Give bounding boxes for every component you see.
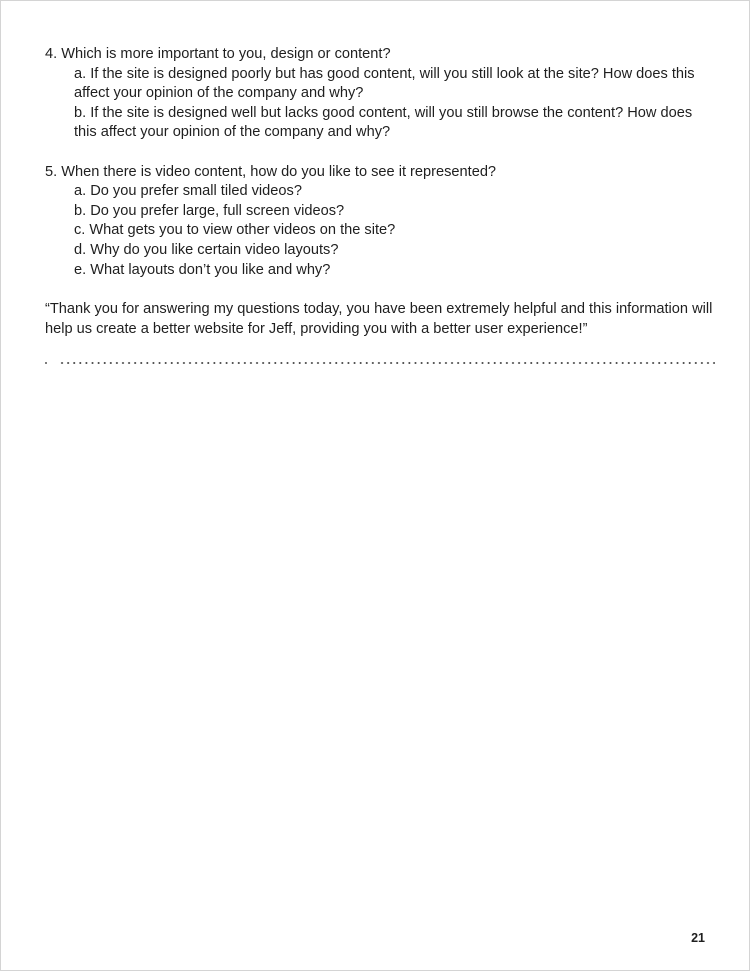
sub-question-e: e. What layouts don’t you like and why? (74, 261, 331, 278)
question-text: 5. When there is video content, how do you like to see it represented? (45, 163, 497, 180)
question-4 (45, 45, 715, 143)
dotted-divider (45, 357, 715, 369)
question-text: 4. Which is more important to you, design or content? (45, 46, 391, 62)
page-number: 21 (691, 931, 705, 946)
question-5 (45, 163, 715, 281)
sub-question-d: d. Why do you like certain video layouts? (74, 241, 339, 258)
page-content (45, 45, 715, 369)
sub-question-b: b. If the site is designed well but lacks good content, will you still browse the content? How does this affect your opinion of the company and why? (74, 104, 693, 141)
sub-question-a: a. Do you prefer small tiled videos? (74, 183, 302, 200)
divider-lead-dot (45, 362, 47, 364)
sub-question-c: c. What gets you to view other videos on the site? (74, 222, 396, 239)
closing-statement: “Thank you for answering my questions today, you have been extremely helpful and this information will help us create a better website for Jeff, providing you with a better user experience!” (45, 301, 713, 337)
sub-question-b: b. Do you prefer large, full screen videos? (74, 202, 345, 219)
divider-dots (59, 362, 715, 364)
sub-question-a: a. If the site is designed poorly but has good content, will you still look at the site? How does this affect your opinion of the company and why? (74, 65, 695, 102)
